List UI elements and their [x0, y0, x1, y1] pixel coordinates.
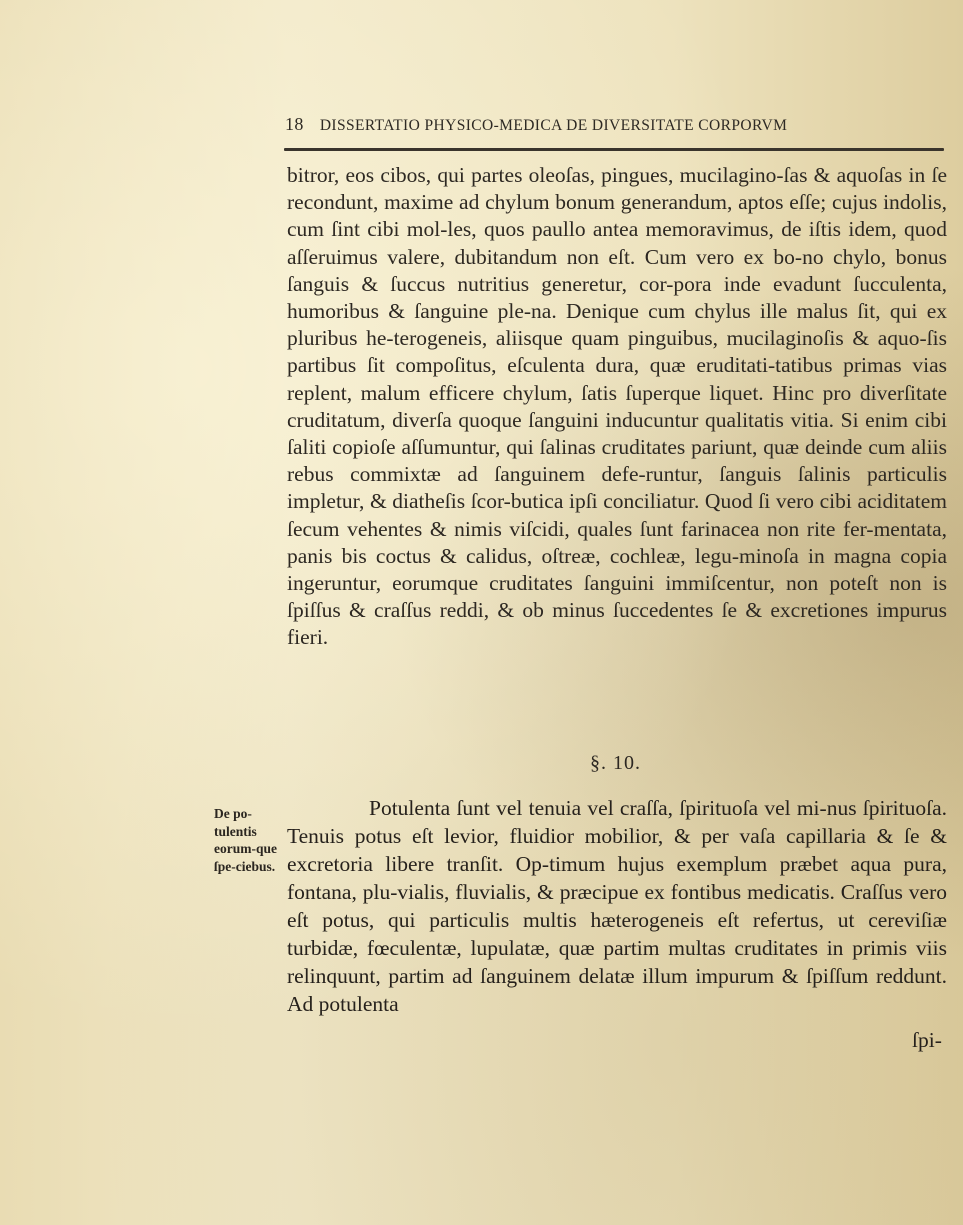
- section-mark: §. 10.: [590, 752, 641, 774]
- running-header: [285, 114, 945, 135]
- body-paragraph-1: bitror, eos cibos, qui partes oleoſas, pingues, mucilagino-ſas & aquoſas in ſe recondunt, maxime ad chylum bonum generandum, aptos eſſe; cujus indolis, cum ſint cibi mol-les, quos paullo antea memoravimus, de iſtis idem, quod aſſeruimus valere, dubitandum non eſt. Cum vero ex bo-no chylo, bonus ſanguis & ſuccus nutritius generetur, cor-pora inde evadunt ſucculenta, humoribus & ſanguine ple-na. Denique cum chylus ille malus ſit, qui ex pluribus he-terogeneis, aliisque quam pinguibus, mucilaginoſis & aquo-ſis partibus ſit compoſitus, eſculenta dura, quæ eruditati-tatibus primas vias replent, malum efficere chylum, ſatis ſuperque liquet. Hinc pro diverſitate cruditatum, diverſa quoque ſanguini inducuntur qualitatis vitia. Si enim cibi ſaliti copioſe aſſumuntur, qui ſalinas cruditates pariunt, quæ deinde cum aliis rebus commixtæ ad ſanguinem defe-runtur, ſanguis ſalinis particulis impletur, & diatheſis ſcor-butica ipſi conciliatur. Quod ſi vero cibi aciditatem ſecum vehentes & nimis viſcidi, quales ſunt farinacea non rite fer-mentata, panis bis coctus & calidus, oſtreæ, cochleæ, legu-minoſa in magna copia ingeruntur, eorumque cruditates ſanguini immiſcentur, non poteſt non is ſpiſſus & craſſus reddi, & ob minus ſuccedentes ſe & excretiones impurus fieri.: [287, 163, 947, 650]
- margin-note: De po-tulentis eorum-que ſpe-ciebus.: [214, 806, 277, 874]
- header-rule: [284, 148, 944, 151]
- catchword: ſpi-: [912, 1028, 942, 1052]
- running-title: DISSERTATIO PHYSICO-MEDICA DE DIVERSITATE CORPORVM: [319, 117, 788, 134]
- body-paragraph-2: Potulenta ſunt vel tenuia vel craſſa, ſpirituoſa vel mi-nus ſpirituoſa. Tenuis potus eſt levior, fluidior mobilior, & per vaſa capillaria & ſe & excretoria libere tranſit. Op-timum hujus exemplum præbet aqua pura, fontana, plu-vialis, fluvialis, & præcipue ex fontibus medicatis. Craſſus vero eſt potus, qui particulis multis hæterogeneis eſt refertus, ut cereviſiæ turbidæ, fœculentæ, lupulatæ, quæ partim multas cruditates in primis viis relinquunt, partim ad ſanguinem delatæ illum impurum & ſpiſſum reddunt. Ad potulenta: [287, 796, 947, 1016]
- page-number: 18: [285, 114, 304, 134]
